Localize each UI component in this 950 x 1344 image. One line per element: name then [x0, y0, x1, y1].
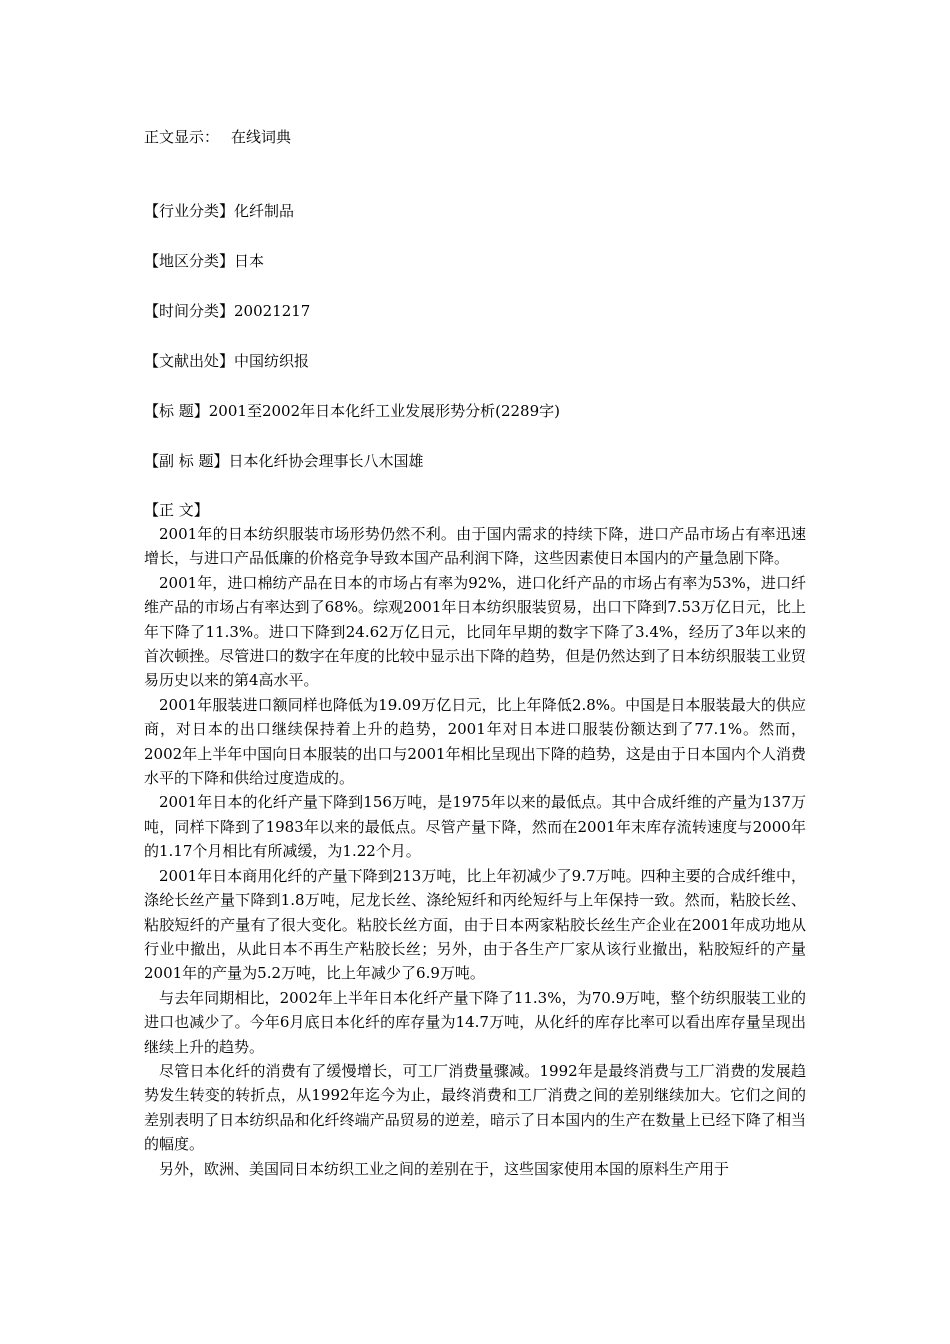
- article-body: [144, 522, 806, 1181]
- time-category: 【时间分类】20021217: [144, 302, 311, 320]
- paragraph-4: 2001年日本的化纤产量下降到156万吨，是1975年以来的最低点。其中合成纤维的产量为137万吨，同样下降到了1983年以来的最低点。尽管产量下降，然而在2001年末库存流转速度与2000年的1.17个月相比有所减缓，为1.22个月。: [144, 793, 806, 861]
- article-subtitle: 【副 标 题】日本化纤协会理事长八木国雄: [144, 452, 424, 470]
- industry-category: 【行业分类】化纤制品: [144, 202, 295, 220]
- paragraph-3: 2001年服装进口额同样也降低为19.09万亿日元，比上年降低2.8%。中国是日本服装最大的供应商，对日本的出口继续保持着上升的趋势，2001年对日本进口服装份额达到了77.1%。然而，2002年上半年中国向日本服装的出口与2001年相比呈现出下降的趋势，这是由于日本国内个人消费水平的下降和供给过度造成的。: [144, 695, 806, 788]
- paragraph-5: 2001年日本商用化纤的产量下降到213万吨，比上年初减少了9.7万吨。四种主要的合成纤维中，涤纶长丝产量下降到1.8万吨，尼龙长丝、涤纶短纤和丙纶短纤与上年保持一致。然而，粘胶长丝、粘胶短纤的产量有了很大变化。粘胶长丝方面，由于日本两家粘胶长丝生产企业在2001年成功地从行业中撤出，从此日本不再生产粘胶长丝；另外，由于各生产厂家从该行业撤出，粘胶短纤的产量2001年的产量为5.2万吨，比上年减少了6.9万吨。: [144, 866, 806, 983]
- body-label: 【正 文】: [144, 501, 209, 519]
- paragraph-2: 2001年，进口棉纺产品在日本的市场占有率为92%，进口化纤产品的市场占有率为53%，进口纤维产品的市场占有率达到了68%。综观2001年日本纺织服装贸易，出口下降到7.53万亿日元，比上年下降了11.3%。进口下降到24.62万亿日元，比同年早期的数字下降了3.4%，经历了3年以来的首次顿挫。尽管进口的数字在年度的比较中显示出下降的趋势，但是仍然达到了日本纺织服装工业贸易历史以来的第4高水平。: [144, 573, 806, 690]
- document-source: 【文献出处】中国纺织报: [144, 352, 310, 370]
- display-mode-label: 正文显示：: [144, 128, 220, 146]
- online-dictionary-link[interactable]: 在线词典: [231, 128, 292, 146]
- region-category: 【地区分类】日本: [144, 252, 265, 270]
- paragraph-7: 尽管日本化纤的消费有了缓慢增长，可工厂消费量骤减。1992年是最终消费与工厂消费的发展趋势发生转变的转折点，从1992年迄今为止，最终消费和工厂消费之间的差别继续加大。它们之间的差别表明了日本纺织品和化纤终端产品贸易的逆差，暗示了日本国内的生产在数量上已经下降了相当的幅度。: [144, 1061, 806, 1154]
- paragraph-8: 另外，欧洲、美国同日本纺织工业之间的差别在于，这些国家使用本国的原料生产用于: [159, 1159, 730, 1178]
- display-mode-line: [144, 126, 291, 148]
- paragraph-1: 2001年的日本纺织服装市场形势仍然不利。由于国内需求的持续下降，进口产品市场占有率迅速增长，与进口产品低廉的价格竞争导致本国产品利润下降，这些因素使日本国内的产量急剧下降。: [144, 525, 806, 568]
- paragraph-6: 与去年同期相比，2002年上半年日本化纤产量下降了11.3%，为70.9万吨，整个纺织服装工业的进口也减少了。今年6月底日本化纤的库存量为14.7万吨，从化纤的库存比率可以看出库存量呈现出继续上升的趋势。: [144, 988, 806, 1056]
- article-title: 【标 题】2001至2002年日本化纤工业发展形势分析(2289字): [144, 402, 560, 420]
